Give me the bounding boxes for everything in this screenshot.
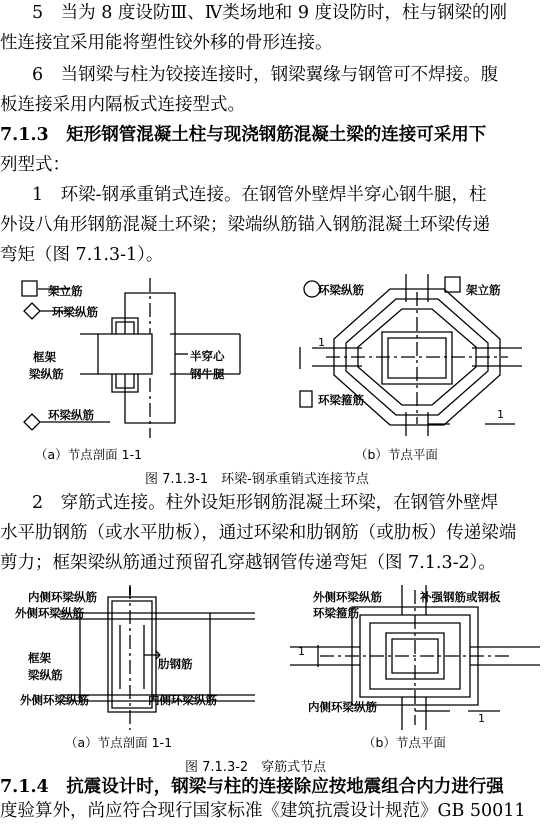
label-plan-jia-li-jin: 架立筋	[466, 283, 501, 297]
paragraph-6-line-2: 板连接采用内隔板式连接型式。	[0, 95, 245, 115]
item-2-line-2: 水平肋钢筋（或水平肋板），通过环梁和肋钢筋（或肋板）传递梁端	[0, 523, 517, 543]
label-nei-ce: 内侧环梁纵筋	[28, 590, 97, 604]
figure1-caption: 图 7.1.3-1 环梁-钢承重销式连接节点	[145, 472, 369, 487]
item-1-line-1: 1 环梁-钢承重销式连接。在钢管外壁焊半穿心钢牛腿，柱	[32, 185, 487, 205]
label-plan-wai-ce: 外侧环梁纵筋	[313, 590, 382, 604]
label-huan-liang-zong-jin-top: 环梁纵筋	[52, 305, 98, 319]
item-1-line-3: 弯矩（图 7.1.3-1）。	[0, 245, 164, 265]
section-7-1-4-line-2: 度验算外，尚应符合现行国家标准《建筑抗震设计规范》GB 50011	[0, 801, 526, 821]
section-mark-1-left: 1	[318, 336, 325, 349]
label-bottom-nei-ce: 内侧环梁纵筋	[148, 693, 217, 707]
section-7-1-3-line-1: 7.1.3 矩形钢管混凝土柱与现浇钢筋混凝土梁的连接可采用下	[0, 125, 487, 145]
label-wai-ce: 外侧环梁纵筋	[15, 606, 84, 620]
figure1-subcaption-a: （a）节点剖面 1-1	[35, 447, 143, 462]
label-ban-chuan-xin: 半穿心	[190, 349, 225, 363]
paragraph-6-line-1: 6 当钢梁与柱为铰接连接时，钢梁翼缘与钢管可不焊接。腹	[32, 65, 499, 85]
label-lei-gang-jin: 肋钢筋	[158, 657, 193, 671]
label-huan-liang-zong-jin-bottom: 环梁纵筋	[48, 408, 94, 422]
item-2-line-3: 剪力；框架梁纵筋通过预留孔穿越钢管传递弯矩（图 7.1.3-2）。	[0, 553, 496, 573]
label-bottom-wai-ce: 外侧环梁纵筋	[20, 693, 89, 707]
section-mark-2-right: 1	[478, 712, 485, 725]
paragraph-5-line-2: 性连接宜采用能将塑性铰外移的骨形连接。	[0, 33, 333, 53]
figure2-caption: 图 7.1.3-2 穿筋式节点	[185, 760, 327, 775]
label-kuang-jia: 框架	[33, 350, 56, 364]
label-plan-huan-liang-zong-jin: 环梁纵筋	[318, 283, 364, 297]
label-gang-niu-tui: 钢牛腿	[190, 367, 225, 381]
figure1-plan-drawing	[290, 274, 545, 439]
figure2-subcaption-b: （b）节点平面	[363, 735, 446, 750]
label-jia-li-jin: 架立筋	[48, 284, 83, 298]
item-1-line-2: 外设八角形钢筋混凝土环梁；梁端纵筋锚入钢筋混凝土环梁传递	[0, 215, 490, 235]
label-plan-bu-qiang: 补强钢筋或钢板	[420, 590, 501, 604]
figure1-subcaption-b: （b）节点平面	[355, 447, 438, 462]
paragraph-5-line-1: 5 当为 8 度设防Ⅲ、Ⅳ类场地和 9 度设防时，柱与钢梁的刚	[32, 3, 508, 23]
section-7-1-4-line-1: 7.1.4 抗震设计时，钢梁与柱的连接除应按地震组合内力进行强	[0, 777, 504, 797]
label-liang-zong-jin-2: 梁纵筋	[28, 668, 63, 682]
label-plan-gu-jin: 环梁箍筋	[313, 606, 359, 620]
label-plan-nei-ce: 内侧环梁纵筋	[308, 700, 377, 714]
item-2-line-1: 2 穿筋式连接。柱外设矩形钢筋混凝土环梁，在钢管外壁焊	[32, 493, 499, 513]
label-kuang-jia-2: 框架	[28, 651, 51, 665]
section-7-1-3-line-2: 列型式：	[0, 155, 70, 175]
label-liang-zong-jin: 梁纵筋	[29, 367, 64, 381]
section-mark-2-left: 1	[298, 645, 305, 658]
label-plan-huan-liang-gu-jin: 环梁箍筋	[318, 393, 364, 407]
section-mark-1-right: 1	[497, 408, 504, 421]
figure2-subcaption-a: （a）节点剖面 1-1	[65, 735, 173, 750]
